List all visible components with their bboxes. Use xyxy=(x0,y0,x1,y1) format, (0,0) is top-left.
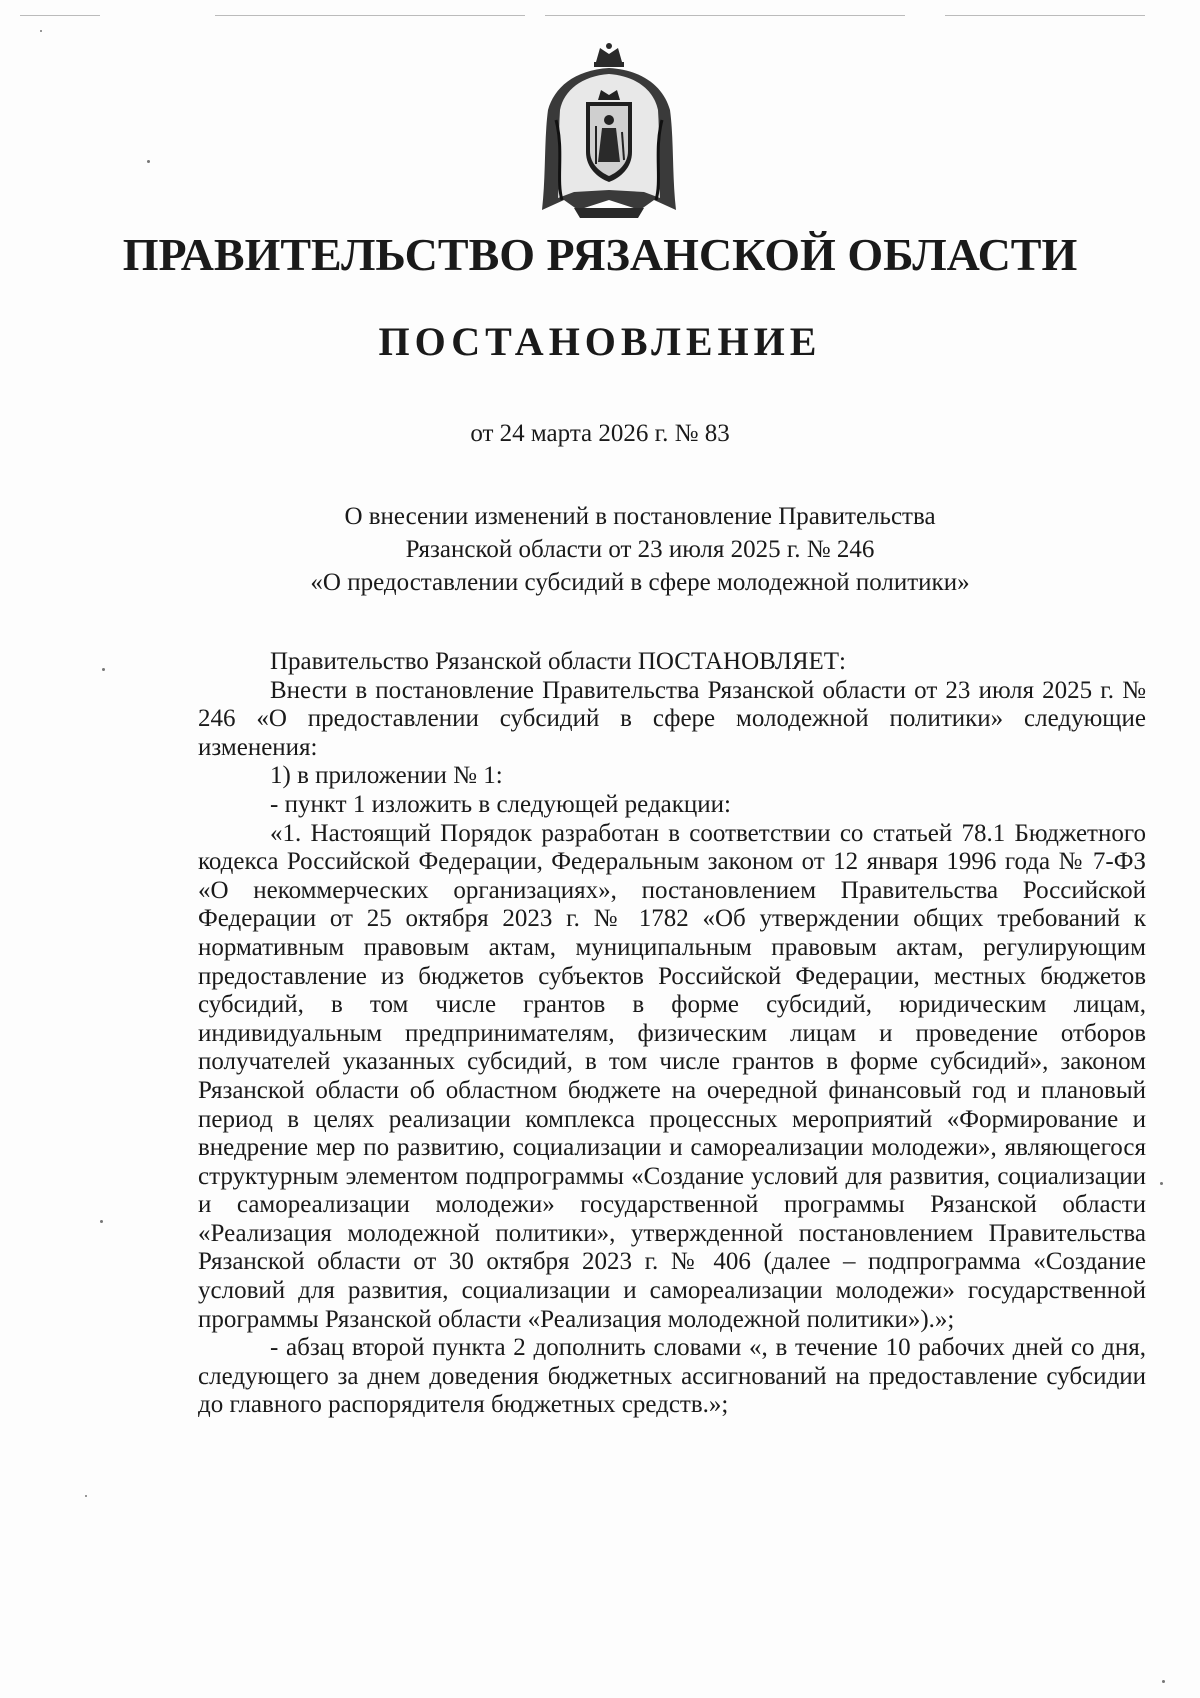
scan-edge-mark xyxy=(945,15,1145,16)
scan-speck xyxy=(1160,1182,1163,1185)
scan-edge-mark xyxy=(215,15,525,16)
paragraph: - абзац второй пункта 2 дополнить словами «, в течение 10 рабочих дней со дня, следующего за днем доведения бюджетных ассигнований на предоставление субсидии до главного распорядителя бюджетных средств.»; xyxy=(198,1334,1146,1419)
paragraph: 1) в приложении № 1: xyxy=(270,762,503,790)
scan-speck xyxy=(40,30,42,32)
document-type-title: ПОСТАНОВЛЕНИЕ xyxy=(378,319,822,364)
scan-edge-mark xyxy=(20,15,100,16)
scan-edge-mark xyxy=(545,15,905,16)
document-subject xyxy=(300,500,980,599)
document-date-number: от 24 марта 2026 г. № 83 xyxy=(470,420,730,447)
coat-of-arms-emblem xyxy=(534,40,684,225)
document-body xyxy=(198,648,1146,1420)
scan-speck xyxy=(147,160,150,163)
paragraph: Внести в постановление Правительства Рязанской области от 23 июля 2025 г. № 246 «О предоставлении субсидий в сфере молодежной политики» следующие изменения: xyxy=(198,676,1146,761)
paragraph: «1. Настоящий Порядок разработан в соответствии со статьей 78.1 Бюджетного кодекса Российской Федерации, Федеральным законом от 12 января 1996 года № 7-ФЗ «О некоммерческих организациях», постановлением Правительства Российской Федерации от 25 октября 2023 г. № 1782 «Об утверждении общих требований к нормативным правовым актам, муниципальным правовым актам, регулирующим предоставление из бюджетов субъектов Российской Федерации, местных бюджетов субсидий, в том числе грантов в форме субсидий, юридическим лицам, индивидуальным предпринимателям, физическим лицам и проведение отборов получателей указанных субсидий, в том числе грантов в форме субсидий», законом Рязанской области об областном бюджете на очередной финансовый год и плановый период в целях реализации комплекса процессных мероприятий «Формирование и внедрение мер по развитию, социализации и самореализации молодежи», являющегося структурным элементом подпрограммы «Создание условий для развития, социализации и самореализации молодежи» государственной программы Рязанской области «Реализация молодежной политики», утвержденной постановлением Правительства Рязанской области от 30 октября 2023 г. № 406 (далее – подпрограмма «Создание условий для развития, социализации и самореализации молодежи» государственной программы Рязанской области «Реализация молодежной политики»).»; xyxy=(198,819,1146,1333)
scan-speck xyxy=(85,1495,87,1497)
paragraph: - пункт 1 изложить в следующей редакции: xyxy=(270,790,731,818)
scan-speck xyxy=(1162,1680,1165,1683)
subject-line: О внесении изменений в постановление Правительства xyxy=(344,503,936,530)
scan-speck xyxy=(100,1220,103,1223)
scan-speck xyxy=(102,668,105,671)
government-title: ПРАВИТЕЛЬСТВО РЯЗАНСКОЙ ОБЛАСТИ xyxy=(122,229,1078,280)
paragraph: Правительство Рязанской области ПОСТАНОВЛЯЕТ: xyxy=(270,648,846,675)
subject-line: «О предоставлении субсидий в сфере молодежной политики» xyxy=(310,569,970,596)
subject-line: Рязанской области от 23 июля 2025 г. № 246 xyxy=(405,536,875,563)
